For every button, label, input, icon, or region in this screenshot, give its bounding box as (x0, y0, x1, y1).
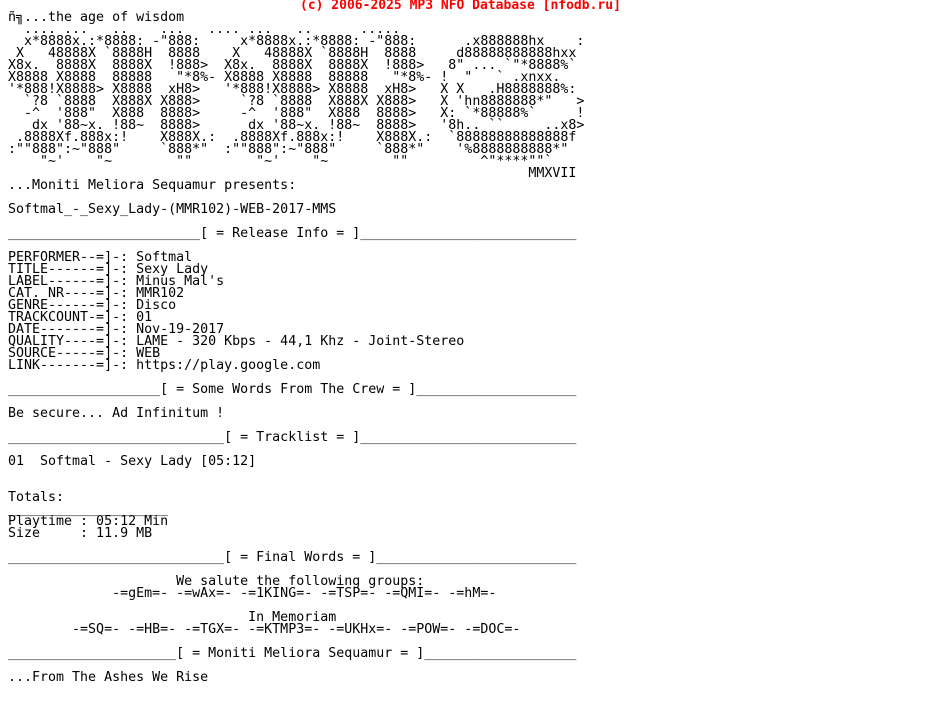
nfo-line: MMXVII (8, 166, 577, 181)
nfo-line: X8x. 8888X 8888X !888> X8x. 8888X 8888X !888> 8" ... `"*8888%` (8, 58, 577, 73)
nfo-line: In Memoriam (8, 610, 337, 625)
nfo-line: ___________________________[ = Final Words = ]_________________________ (8, 550, 577, 565)
nfo-line: TITLE------=]-: Sexy Lady (8, 262, 209, 277)
nfo-line: ...From The Ashes We Rise (8, 670, 209, 685)
nfo-line: LINK-------=]-: https://play.google.com (8, 358, 321, 373)
nfo-line: ___________________________[ = Tracklist = ]___________________________ (8, 430, 577, 445)
nfo-line: :""888":~"888" `888*" :""888":~"888" `888*" '%8888888888*" (8, 142, 569, 157)
nfo-line: ___________________[ = Some Words From The Crew = ]____________________ (8, 382, 577, 397)
nfo-line: Totals: (8, 490, 65, 505)
nfo-line: -=SQ=- -=HB=- -=TGX=- -=KTMP3=- -=UKHx=- -=POW=- -=DOC=- (8, 622, 521, 637)
nfo-line: ñ╗...the age of wisdom (8, 10, 185, 25)
nfo-line: ________________________[ = Release Info = ]___________________________ (8, 226, 577, 241)
nfo-line: dx '88~x. !88~ 8888> dx '88~x. !88~ 8888> '8h.. `` ..x8> (8, 118, 585, 133)
nfo-line (8, 468, 584, 480)
nfo-line: SOURCE-----=]-: WEB (8, 346, 161, 361)
nfo-line: .8888Xf.888x:! X888X.: .8888Xf.888x:! X888X.: `88888888888888f (8, 130, 577, 145)
nfo-line: Size : 11.9 MB (8, 526, 153, 541)
nfo-line: _____________________[ = Moniti Meliora Sequamur = ]___________________ (8, 646, 577, 661)
nfo-line: -^ '888" X888 8888> -^ '888" X888 8888> X: `*88888%` ! (8, 106, 585, 121)
nfo-line: Playtime : 05:12 Min (8, 514, 169, 529)
nfo-line: TRACKCOUNT-=]-: 01 (8, 310, 153, 325)
nfo-text-document (8, 12, 584, 684)
nfo-line: QUALITY----=]-: LAME - 320 Kbps - 44,1 Khz - Joint-Stereo (8, 334, 465, 349)
nfo-line: .... ... .. ... .... ... .. ..... (8, 22, 401, 37)
nfo-line: ...Moniti Meliora Sequamur presents: (8, 178, 297, 193)
nfo-line: Be secure... Ad Infinitum ! (8, 406, 225, 421)
nfo-line: Softmal_-_Sexy_Lady-(MMR102)-WEB-2017-MMS (8, 202, 337, 217)
nfo-line: LABEL------=]-: Minus Mal's (8, 274, 225, 289)
nfo-line: GENRE------=]-: Disco (8, 298, 177, 313)
nfo-line: -=gEm=- -=wAx=- -=1KING=- -=TSP=- -=QMI=- -=hM=- (8, 586, 497, 601)
nfodb-credit-link[interactable]: (c) 2006-2025 MP3 NFO Database [nfodb.ru] (300, 0, 621, 13)
nfo-line: 01 Softmal - Sexy Lady [05:12] (8, 454, 257, 469)
nfo-line: "~' "~ "" "~' "~ "" ^"****""` (8, 154, 553, 169)
nfo-line: CAT. NR----=]-: MMR102 (8, 286, 185, 301)
nfo-line: X8888 X8888 88888 "*8%- X8888 X8888 88888 "*8%- ! " ` .xnxx. (8, 70, 561, 85)
nfo-line: '*888!X8888> X8888 xH8> '*888!X8888> X8888 xH8> X X .H8888888%: (8, 82, 577, 97)
nfo-line (8, 480, 584, 492)
nfo-line: ____________________ (8, 502, 169, 517)
nfo-line: PERFORMER--=]-: Softmal (8, 250, 193, 265)
nfo-line: x*8888x.:*8888: -"888: x*8888x.:*8888: -"888: .x888888hx : (8, 34, 585, 49)
nfo-line: We salute the following groups: (8, 574, 425, 589)
nfo-line: `?8 `8888 X888X X888> `?8 `8888 X888X X888> X 'hn8888888*" > (8, 94, 585, 109)
nfo-line: X 48888X `8888H 8888 X 48888X `8888H 8888 d88888888888hxx (8, 46, 577, 61)
nfo-line: DATE-------=]-: Nov-19-2017 (8, 322, 225, 337)
